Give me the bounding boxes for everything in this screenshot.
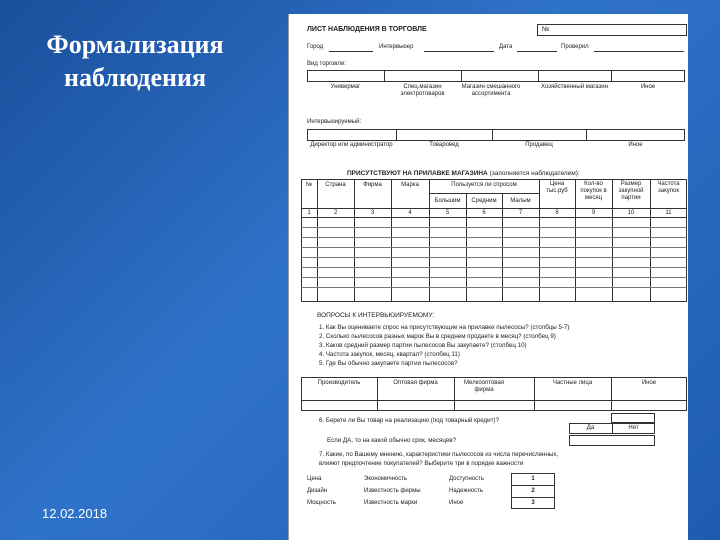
date-label: Дата — [499, 44, 513, 50]
supplier-other[interactable]: Иное — [641, 380, 657, 386]
interviewee-boxes — [307, 129, 685, 141]
term-months-box[interactable] — [569, 435, 655, 446]
slide-date: 12.02.2018 — [42, 506, 108, 521]
question-4: 4. Частота закупок, месяц, квартал? (столбец 11) — [319, 351, 460, 358]
trade-type-1[interactable]: Универмаг — [330, 84, 361, 90]
supplier-small-wholesale[interactable]: Мелкооптовая фирма — [463, 380, 505, 393]
form-number-box[interactable] — [537, 24, 687, 36]
rank-1[interactable]: 1 — [531, 476, 535, 482]
th-demand: Пользуется ли спросом — [451, 182, 517, 188]
interviewee-label: Интервьюируемый: — [307, 119, 362, 125]
char-price[interactable]: Цена — [307, 476, 322, 482]
if-yes-question: Если ДА, то на какой обычно срок, месяцев? — [327, 437, 457, 444]
col-num-7: 7 — [518, 210, 523, 216]
question-2: 2. Сколько пылесосов разных марок Вы в среднем продаете в месяц? (столбец 9) — [319, 333, 556, 340]
number-label: № — [542, 26, 550, 33]
section-title-wrap — [347, 170, 580, 177]
rank-2[interactable]: 2 — [531, 488, 535, 494]
col-num-1: 1 — [307, 210, 311, 216]
col-num-2: 2 — [333, 210, 338, 216]
th-demand-medium: Средним — [471, 198, 497, 204]
q6-answer-box[interactable] — [611, 413, 655, 423]
observation-form-sheet — [288, 14, 688, 540]
col-num-6: 6 — [482, 210, 486, 216]
form-title: ЛИСТ НАБЛЮДЕНИЯ В ТОРГОВЛЕ — [307, 26, 427, 33]
rank-3[interactable]: 3 — [531, 500, 535, 506]
th-demand-large: Большим — [434, 198, 461, 204]
char-power[interactable]: Мощность — [307, 500, 336, 506]
char-economy[interactable]: Экономичность — [364, 476, 408, 482]
interviewer-line[interactable] — [424, 51, 494, 52]
char-reliability[interactable]: Надежность — [449, 488, 483, 494]
supplier-private[interactable]: Частные лица — [552, 380, 593, 386]
col-num-9: 9 — [591, 210, 596, 216]
trade-type-label: Вид торговли: — [307, 61, 346, 67]
interviewee-type-4[interactable]: Иное — [628, 142, 643, 148]
checked-label: Проверил — [561, 44, 589, 50]
interviewee-type-1[interactable]: Директор или администратор — [310, 142, 393, 148]
col-num-3: 3 — [370, 210, 375, 216]
question-7-line1: 7. Какие, по Вашему мнению, характеристики пылесосов из числа перечисленных, — [319, 451, 559, 458]
question-7-line2: влияют предпочтение покупателей? Выберите три в порядке важности — [319, 460, 524, 467]
th-batch-size: Размер закупной партии — [618, 181, 644, 201]
trade-type-3[interactable]: Магазин смешанного ассортимента — [461, 84, 521, 97]
col-num-10: 10 — [627, 210, 635, 216]
th-frequency: Частота закупок — [657, 181, 680, 194]
th-purchases: Кол-во покупок в месяц — [580, 181, 607, 201]
question-5: 5. Где Вы обычно закупаете партии пылесосов? — [319, 360, 458, 367]
section-note: (заполняется наблюдателем): — [489, 170, 580, 177]
interviewee-type-3[interactable]: Продавец — [525, 142, 553, 148]
th-price: Цена тыс.руб — [546, 181, 568, 194]
question-6: 6. Берете ли Вы товар на реализацию (под товарный кредит)? — [319, 417, 499, 424]
trade-type-2[interactable]: Спец.магазин электротоваров — [400, 84, 445, 97]
interviewee-type-2[interactable]: Товаровед — [429, 142, 459, 148]
col-num-11: 11 — [665, 210, 672, 216]
city-label: Город — [307, 44, 324, 50]
question-3: 3. Каков средний размер партии пылесосов Вы закупаете? (столбец 10) — [319, 342, 527, 349]
char-availability[interactable]: Доступность — [449, 476, 485, 482]
th-country: Страна — [325, 182, 346, 188]
city-line[interactable] — [329, 51, 373, 52]
interviewer-label: Интервьюер — [379, 44, 414, 50]
supplier-manufacturer[interactable]: Производитель — [317, 380, 361, 386]
char-design[interactable]: Дизайн — [307, 488, 328, 494]
char-brand-fame[interactable]: Известность марки — [364, 500, 418, 506]
col-num-4: 4 — [408, 210, 412, 216]
checked-line[interactable] — [594, 51, 684, 52]
yes-option[interactable]: Да — [586, 425, 595, 431]
th-firm: Фирма — [363, 182, 382, 188]
supplier-wholesale[interactable]: Оптовая фирма — [393, 380, 438, 386]
char-firm-fame[interactable]: Известность фирмы — [364, 488, 421, 494]
char-other[interactable]: Иное — [449, 500, 464, 506]
th-number: № — [305, 182, 313, 188]
questions-title: ВОПРОСЫ К ИНТЕРВЬЮИРУЕМОМУ: — [317, 312, 435, 319]
question-1: 1. Как Вы оцениваете спрос на присутствующие на прилавке пылесосы? (столбцы 5-7) — [319, 324, 570, 331]
trade-type-boxes — [307, 70, 685, 82]
col-num-5: 5 — [445, 210, 450, 216]
col-num-8: 8 — [555, 210, 559, 216]
trade-type-4[interactable]: Хозяйственный магазин — [541, 84, 608, 90]
date-line[interactable] — [517, 51, 557, 52]
section-title: ПРИСУТСТВУЮТ НА ПРИЛАВКЕ МАГАЗИНА — [347, 170, 488, 177]
trade-type-5[interactable]: Иное — [640, 84, 656, 90]
th-demand-small: Малым — [510, 198, 531, 204]
no-option[interactable]: Нет — [628, 425, 639, 431]
th-brand: Марка — [401, 182, 419, 188]
slide-title: Формализация наблюдения — [46, 30, 224, 92]
